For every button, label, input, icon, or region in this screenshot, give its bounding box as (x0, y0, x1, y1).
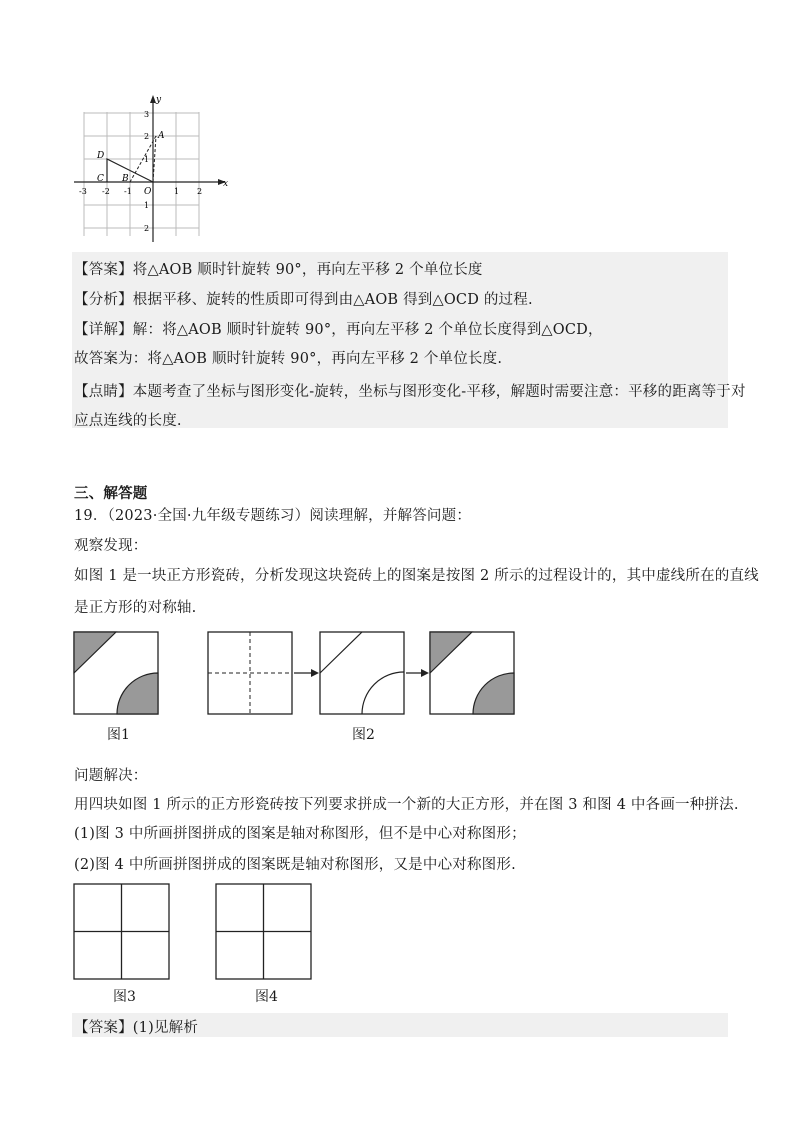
part-1-text: (1)图 3 中所画拼图拼成的图案是轴对称图形，但不是中心对称图形； (74, 826, 526, 842)
x-tick-label: -3 (79, 187, 87, 196)
y-tick-label: 1 (144, 201, 150, 210)
section-title: 三、解答题 (74, 485, 148, 502)
conclusion-line: 故答案为：将△AOB 顺时针旋转 90°，再向左平移 2 个单位长度. (74, 351, 503, 367)
figure-2-step-1 (208, 632, 292, 714)
figure-3-caption: 图3 (113, 989, 136, 1005)
figure-2-caption: 图2 (352, 727, 375, 743)
origin-label: O (144, 187, 152, 197)
figure-3-grid (74, 884, 169, 979)
arrow-head (311, 669, 319, 677)
point-label-A: A (158, 131, 165, 141)
blank-grid-figures (70, 880, 320, 984)
x-tick-label: 1 (174, 187, 180, 196)
figure-2-step-2 (320, 632, 404, 714)
comment-line: 【点睛】本题考查了坐标与图形变化-旋转，坐标与图形变化-平移，解题时需要注意：平移的距离等于对 (74, 384, 746, 400)
observe-text: 是正方形的对称轴. (74, 600, 197, 616)
task-text: 用四块如图 1 所示的正方形瓷砖按下列要求拼成一个新的大正方形，并在图 3 和图 4 中各画一种拼法. (74, 797, 739, 813)
x-tick-label: -2 (102, 187, 110, 196)
arrow-head (421, 669, 429, 677)
figure-2-step-3 (430, 632, 514, 714)
observe-label: 观察发现： (74, 538, 148, 554)
answer-line: 【答案】将△AOB 顺时针旋转 90°，再向左平移 2 个单位长度 (74, 262, 483, 278)
point-label-B: B (122, 174, 129, 184)
x-axis-label: x (223, 179, 229, 189)
figure-1-caption: 图1 (107, 727, 130, 743)
tile-figures (70, 628, 520, 720)
x-tick-label: 2 (197, 187, 203, 196)
comment-line: 应点连线的长度. (74, 413, 182, 429)
figure-1-tile (74, 632, 158, 714)
question-stem: 19．（2023·全国·九年级专题练习）阅读理解，并解答问题： (74, 508, 472, 524)
y-tick-label: 3 (144, 110, 150, 119)
analysis-line: 【分析】根据平移、旋转的性质即可得到由△AOB 得到△OCD 的过程. (74, 292, 533, 308)
part-2-text: (2)图 4 中所画拼图拼成的图案既是轴对称图形，又是中心对称图形. (74, 857, 516, 873)
coordinate-figure (70, 92, 240, 252)
detail-line: 【详解】解：将△AOB 顺时针旋转 90°，再向左平移 2 个单位长度得到△OCD， (74, 322, 603, 338)
y-tick-label: 2 (144, 224, 150, 233)
point-label-D: D (97, 151, 105, 161)
solve-label: 问题解决： (74, 768, 148, 784)
point-label-C: C (97, 174, 104, 184)
figure-4-caption: 图4 (255, 989, 278, 1005)
figure-4-grid (216, 884, 311, 979)
y-axis-label: y (156, 95, 162, 105)
observe-text: 如图 1 是一块正方形瓷砖，分析发现这块瓷砖上的图案是按图 2 所示的过程设计的，其中虚线所在的直线 (74, 568, 759, 584)
y-tick-label: 1 (144, 155, 150, 164)
answer-line: 【答案】(1)见解析 (74, 1020, 199, 1036)
x-tick-label: -1 (124, 187, 132, 196)
y-tick-label: 2 (144, 132, 150, 141)
